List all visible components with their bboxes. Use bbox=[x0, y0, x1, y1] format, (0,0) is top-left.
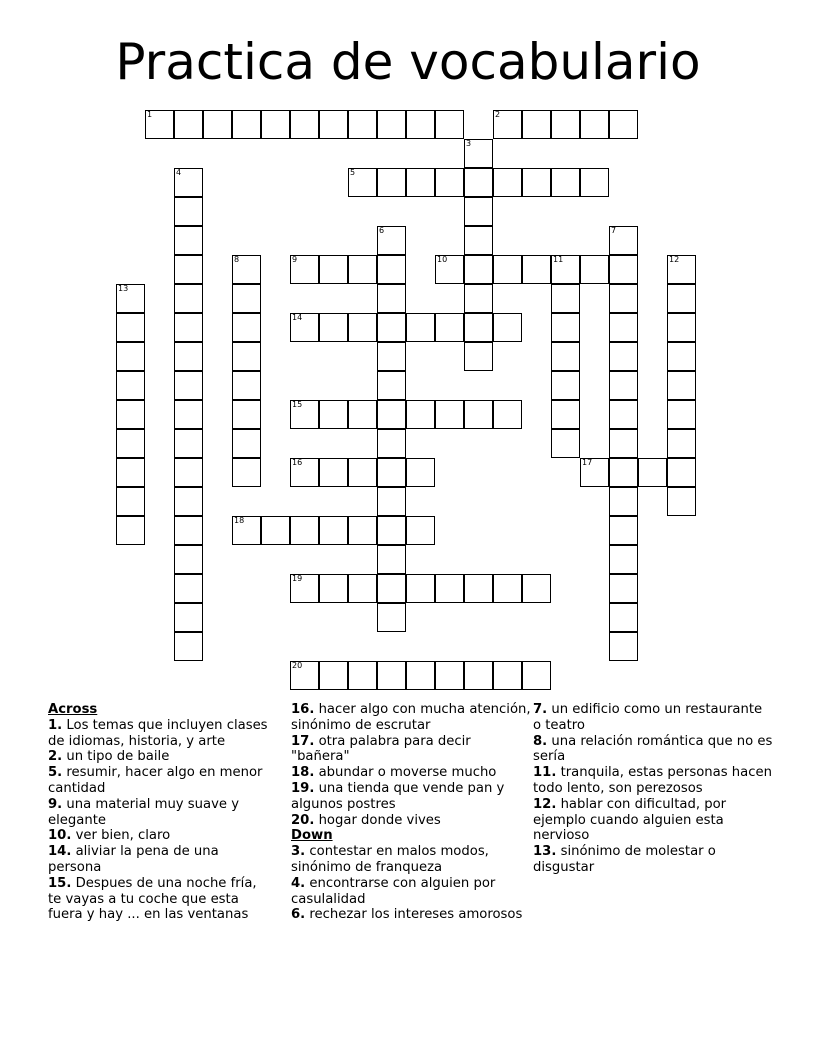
grid-cell[interactable] bbox=[609, 284, 638, 313]
grid-cell[interactable] bbox=[435, 661, 464, 690]
grid-cell[interactable] bbox=[377, 574, 406, 603]
clue-number-label: 5. bbox=[48, 765, 63, 781]
grid-cell[interactable] bbox=[551, 342, 580, 371]
clue-number-label: 19. bbox=[291, 780, 315, 796]
grid-cell[interactable] bbox=[522, 661, 551, 690]
grid-cell[interactable] bbox=[435, 400, 464, 429]
grid-cell[interactable] bbox=[464, 255, 493, 284]
grid-cell[interactable] bbox=[348, 400, 377, 429]
grid-cell[interactable] bbox=[493, 110, 522, 139]
grid-cell[interactable] bbox=[174, 313, 203, 342]
grid-cell[interactable] bbox=[493, 255, 522, 284]
clue-number: 16 bbox=[292, 458, 303, 467]
clue-text: rechezar los intereses amorosos bbox=[305, 907, 523, 923]
clue-text: sinónimo de molestar o disgustar bbox=[533, 844, 716, 875]
clue-number-label: 1. bbox=[48, 717, 63, 733]
clue-number: 15 bbox=[292, 400, 303, 409]
grid-cell[interactable] bbox=[667, 313, 696, 342]
clue-item bbox=[48, 844, 273, 876]
clue-text: ver bien, claro bbox=[71, 828, 171, 844]
grid-cell[interactable] bbox=[377, 400, 406, 429]
grid-cell[interactable] bbox=[290, 661, 319, 690]
grid-cell[interactable] bbox=[348, 458, 377, 487]
clue-number-label: 6. bbox=[291, 907, 306, 923]
grid-cell[interactable] bbox=[667, 284, 696, 313]
grid-cell[interactable] bbox=[464, 226, 493, 255]
clue-number: 1 bbox=[147, 110, 153, 119]
clue-text: hablar con dificultad, por ejemplo cuando alguien esta nervioso bbox=[533, 796, 727, 844]
clue-item bbox=[48, 765, 273, 797]
clue-number: 20 bbox=[292, 661, 303, 670]
grid-cell[interactable] bbox=[348, 110, 377, 139]
grid-cell[interactable] bbox=[406, 574, 435, 603]
grid-cell[interactable] bbox=[551, 284, 580, 313]
grid-cell[interactable] bbox=[464, 661, 493, 690]
grid-cell[interactable] bbox=[232, 342, 261, 371]
clue-number-label: 16. bbox=[291, 702, 315, 717]
clue-item bbox=[533, 765, 773, 797]
grid-cell[interactable] bbox=[609, 110, 638, 139]
clue-number: 14 bbox=[292, 313, 303, 322]
clue-item bbox=[533, 797, 773, 844]
clue-number: 3 bbox=[466, 139, 472, 148]
grid-cell[interactable] bbox=[319, 255, 348, 284]
clue-number: 2 bbox=[495, 110, 501, 119]
grid-cell[interactable] bbox=[435, 110, 464, 139]
grid-cell[interactable] bbox=[348, 313, 377, 342]
grid-cell[interactable] bbox=[493, 574, 522, 603]
grid-cell[interactable] bbox=[493, 168, 522, 197]
grid-cell[interactable] bbox=[406, 516, 435, 545]
grid-cell[interactable] bbox=[174, 516, 203, 545]
grid-cell[interactable] bbox=[319, 110, 348, 139]
grid-cell[interactable] bbox=[348, 516, 377, 545]
grid-cell[interactable] bbox=[174, 342, 203, 371]
clue-item bbox=[48, 797, 273, 829]
grid-cell[interactable] bbox=[609, 516, 638, 545]
grid-cell[interactable] bbox=[667, 255, 696, 284]
grid-cell[interactable] bbox=[609, 632, 638, 661]
clue-item bbox=[533, 734, 773, 766]
down-clue-list-continued bbox=[533, 702, 773, 876]
grid-cell[interactable] bbox=[290, 110, 319, 139]
grid-cell[interactable] bbox=[377, 487, 406, 516]
clue-number-label: 4. bbox=[291, 875, 306, 891]
grid-cell[interactable] bbox=[348, 661, 377, 690]
clue-item bbox=[533, 844, 773, 876]
grid-cell[interactable] bbox=[406, 110, 435, 139]
across-heading: Across bbox=[48, 702, 98, 717]
clue-number-label: 10. bbox=[48, 828, 72, 844]
grid-cell[interactable] bbox=[116, 284, 145, 313]
clue-text: otra palabra para decir "bañera" bbox=[291, 733, 471, 765]
grid-cell[interactable] bbox=[116, 429, 145, 458]
clues-column-2 bbox=[291, 702, 531, 923]
grid-cell[interactable] bbox=[174, 168, 203, 197]
grid-cell[interactable] bbox=[551, 168, 580, 197]
grid-cell[interactable] bbox=[377, 516, 406, 545]
clue-item bbox=[48, 718, 273, 750]
grid-cell[interactable] bbox=[580, 168, 609, 197]
clue-number-label: 17. bbox=[291, 733, 315, 749]
grid-cell[interactable] bbox=[493, 661, 522, 690]
grid-cell[interactable] bbox=[522, 574, 551, 603]
grid-cell[interactable] bbox=[522, 255, 551, 284]
grid-cell[interactable] bbox=[377, 226, 406, 255]
grid-cell[interactable] bbox=[232, 458, 261, 487]
grid-cell[interactable] bbox=[609, 429, 638, 458]
grid-cell[interactable] bbox=[522, 168, 551, 197]
clue-text: hogar donde vives bbox=[314, 812, 441, 828]
grid-cell[interactable] bbox=[377, 110, 406, 139]
grid-cell[interactable] bbox=[609, 458, 638, 487]
clue-text: encontrarse con alguien por casulalidad bbox=[291, 875, 496, 907]
grid-cell[interactable] bbox=[377, 168, 406, 197]
grid-cell[interactable] bbox=[551, 313, 580, 342]
grid-cell[interactable] bbox=[174, 603, 203, 632]
grid-cell[interactable] bbox=[464, 284, 493, 313]
grid-cell[interactable] bbox=[609, 255, 638, 284]
grid-cell[interactable] bbox=[493, 313, 522, 342]
grid-cell[interactable] bbox=[174, 574, 203, 603]
clue-number-label: 3. bbox=[291, 844, 306, 860]
grid-cell[interactable] bbox=[116, 458, 145, 487]
clue-number: 9 bbox=[292, 255, 298, 264]
grid-cell[interactable] bbox=[290, 458, 319, 487]
grid-cell[interactable] bbox=[319, 574, 348, 603]
clue-number-label: 18. bbox=[291, 765, 315, 781]
grid-cell[interactable] bbox=[348, 168, 377, 197]
grid-cell[interactable] bbox=[116, 313, 145, 342]
grid-cell[interactable] bbox=[290, 313, 319, 342]
grid-cell[interactable] bbox=[667, 429, 696, 458]
clue-number-label: 12. bbox=[533, 796, 557, 812]
clue-number-label: 15. bbox=[48, 875, 72, 891]
clue-text: Despues de una noche fría, te vayas a tu coche que esta fuera y hay ... en las ventanas bbox=[48, 875, 257, 923]
clue-text: resumir, hacer algo en menor cantidad bbox=[48, 765, 263, 796]
clue-number-label: 2. bbox=[48, 749, 63, 765]
grid-cell[interactable] bbox=[290, 400, 319, 429]
clue-number: 5 bbox=[350, 168, 356, 177]
grid-cell[interactable] bbox=[609, 487, 638, 516]
clues-column-3 bbox=[533, 702, 773, 876]
grid-cell[interactable] bbox=[319, 516, 348, 545]
clue-number-label: 9. bbox=[48, 796, 63, 812]
clue-number: 12 bbox=[669, 255, 680, 264]
grid-cell[interactable] bbox=[319, 313, 348, 342]
clue-number: 11 bbox=[553, 255, 564, 264]
grid-cell[interactable] bbox=[174, 110, 203, 139]
grid-cell[interactable] bbox=[174, 284, 203, 313]
grid-cell[interactable] bbox=[319, 661, 348, 690]
clue-number: 10 bbox=[437, 255, 448, 264]
grid-cell[interactable] bbox=[464, 313, 493, 342]
clue-text: una material muy suave y elegante bbox=[48, 796, 240, 828]
grid-cell[interactable] bbox=[116, 400, 145, 429]
clue-item bbox=[291, 765, 531, 781]
grid-cell[interactable] bbox=[116, 516, 145, 545]
clue-number: 17 bbox=[582, 458, 593, 467]
clue-item bbox=[291, 734, 531, 766]
grid-cell[interactable] bbox=[290, 255, 319, 284]
grid-cell[interactable] bbox=[174, 632, 203, 661]
grid-cell[interactable] bbox=[435, 168, 464, 197]
grid-cell[interactable] bbox=[609, 574, 638, 603]
grid-cell[interactable] bbox=[232, 110, 261, 139]
clue-item bbox=[291, 781, 531, 813]
grid-cell[interactable] bbox=[377, 313, 406, 342]
clue-number-label: 13. bbox=[533, 844, 557, 860]
clue-item bbox=[291, 702, 531, 734]
across-clue-list-continued bbox=[291, 702, 531, 828]
clue-text: hacer algo con mucha atención, sinónimo de escrutar bbox=[291, 702, 531, 733]
grid-cell[interactable] bbox=[319, 400, 348, 429]
clue-text: una relación romántica que no es sería bbox=[533, 733, 773, 765]
grid-cell[interactable] bbox=[377, 661, 406, 690]
clue-text: un tipo de baile bbox=[62, 749, 170, 765]
clue-item bbox=[48, 749, 273, 765]
clue-number: 6 bbox=[379, 226, 385, 235]
grid-cell[interactable] bbox=[435, 313, 464, 342]
grid-cell[interactable] bbox=[377, 603, 406, 632]
grid-cell[interactable] bbox=[290, 516, 319, 545]
clue-number-label: 11. bbox=[533, 765, 557, 781]
grid-cell[interactable] bbox=[174, 371, 203, 400]
grid-cell[interactable] bbox=[580, 255, 609, 284]
grid-cell[interactable] bbox=[377, 255, 406, 284]
grid-cell[interactable] bbox=[319, 458, 348, 487]
grid-cell[interactable] bbox=[551, 371, 580, 400]
grid-cell[interactable] bbox=[174, 255, 203, 284]
down-heading: Down bbox=[291, 828, 333, 844]
grid-cell[interactable] bbox=[348, 574, 377, 603]
grid-cell[interactable] bbox=[377, 545, 406, 574]
grid-cell[interactable] bbox=[667, 342, 696, 371]
grid-cell[interactable] bbox=[232, 255, 261, 284]
grid-cell[interactable] bbox=[174, 400, 203, 429]
grid-cell[interactable] bbox=[667, 400, 696, 429]
clue-item bbox=[291, 844, 531, 876]
grid-cell[interactable] bbox=[174, 487, 203, 516]
grid-cell[interactable] bbox=[609, 226, 638, 255]
grid-cell[interactable] bbox=[551, 400, 580, 429]
clue-number-label: 14. bbox=[48, 844, 72, 860]
grid-cell[interactable] bbox=[464, 400, 493, 429]
clue-item bbox=[291, 876, 531, 908]
grid-cell[interactable] bbox=[609, 400, 638, 429]
grid-cell[interactable] bbox=[464, 574, 493, 603]
clue-number: 8 bbox=[234, 255, 240, 264]
grid-cell[interactable] bbox=[609, 603, 638, 632]
grid-cell[interactable] bbox=[116, 371, 145, 400]
grid-cell[interactable] bbox=[348, 255, 377, 284]
grid-cell[interactable] bbox=[638, 458, 667, 487]
grid-cell[interactable] bbox=[667, 487, 696, 516]
grid-cell[interactable] bbox=[580, 458, 609, 487]
clue-number: 18 bbox=[234, 516, 245, 525]
grid-cell[interactable] bbox=[609, 342, 638, 371]
grid-cell[interactable] bbox=[116, 342, 145, 371]
grid-cell[interactable] bbox=[261, 516, 290, 545]
grid-cell[interactable] bbox=[406, 458, 435, 487]
clue-number: 19 bbox=[292, 574, 303, 583]
clue-text: aliviar la pena de una persona bbox=[48, 844, 219, 875]
clue-number-label: 7. bbox=[533, 702, 548, 717]
grid-cell[interactable] bbox=[232, 516, 261, 545]
grid-cell[interactable] bbox=[551, 255, 580, 284]
grid-cell[interactable] bbox=[493, 400, 522, 429]
clue-text: abundar o moverse mucho bbox=[314, 765, 497, 781]
grid-cell[interactable] bbox=[406, 313, 435, 342]
grid-cell[interactable] bbox=[203, 110, 232, 139]
grid-cell[interactable] bbox=[522, 110, 551, 139]
clue-text: una tienda que vende pan y algunos postres bbox=[291, 780, 505, 812]
grid-cell[interactable] bbox=[232, 371, 261, 400]
grid-cell[interactable] bbox=[435, 255, 464, 284]
clue-item bbox=[48, 828, 273, 844]
grid-cell[interactable] bbox=[667, 371, 696, 400]
grid-cell[interactable] bbox=[406, 400, 435, 429]
grid-cell[interactable] bbox=[406, 168, 435, 197]
grid-cell[interactable] bbox=[232, 429, 261, 458]
grid-cell[interactable] bbox=[377, 342, 406, 371]
clue-number: 7 bbox=[611, 226, 617, 235]
grid-cell[interactable] bbox=[580, 110, 609, 139]
grid-cell[interactable] bbox=[464, 139, 493, 168]
grid-cell[interactable] bbox=[551, 110, 580, 139]
grid-cell[interactable] bbox=[174, 197, 203, 226]
grid-cell[interactable] bbox=[609, 545, 638, 574]
grid-cell[interactable] bbox=[174, 545, 203, 574]
clue-item bbox=[291, 907, 531, 923]
clue-number-label: 8. bbox=[533, 733, 548, 749]
grid-cell[interactable] bbox=[406, 661, 435, 690]
grid-cell[interactable] bbox=[232, 400, 261, 429]
grid-cell[interactable] bbox=[609, 371, 638, 400]
grid-cell[interactable] bbox=[435, 574, 464, 603]
clue-text: contestar en malos modos, sinónimo de franqueza bbox=[291, 844, 489, 875]
grid-cell[interactable] bbox=[290, 574, 319, 603]
grid-cell[interactable] bbox=[667, 458, 696, 487]
grid-cell[interactable] bbox=[377, 284, 406, 313]
page-title: Practica de vocabulario bbox=[115, 33, 701, 91]
clue-item bbox=[291, 813, 531, 829]
grid-cell[interactable] bbox=[377, 371, 406, 400]
clue-item bbox=[533, 702, 773, 734]
grid-cell[interactable] bbox=[464, 168, 493, 197]
clue-text: tranquila, estas personas hacen todo lento, son perezosos bbox=[533, 765, 772, 796]
clue-text: Los temas que incluyen clases de idiomas, historia, y arte bbox=[48, 717, 268, 749]
grid-cell[interactable] bbox=[145, 110, 174, 139]
grid-cell[interactable] bbox=[609, 313, 638, 342]
grid-cell[interactable] bbox=[174, 458, 203, 487]
clue-number: 4 bbox=[176, 168, 182, 177]
grid-cell[interactable] bbox=[116, 487, 145, 516]
grid-cell[interactable] bbox=[174, 226, 203, 255]
grid-cell[interactable] bbox=[232, 313, 261, 342]
clue-number-label: 20. bbox=[291, 812, 315, 828]
grid-cell[interactable] bbox=[174, 429, 203, 458]
grid-cell[interactable] bbox=[377, 458, 406, 487]
clue-number: 13 bbox=[118, 284, 129, 293]
clues-column-1 bbox=[48, 702, 273, 923]
across-clue-list bbox=[48, 718, 273, 923]
clue-text: un edificio como un restaurante o teatro bbox=[533, 702, 763, 733]
grid-cell[interactable] bbox=[261, 110, 290, 139]
clue-item bbox=[48, 876, 273, 923]
grid-cell[interactable] bbox=[464, 342, 493, 371]
grid-cell[interactable] bbox=[551, 429, 580, 458]
grid-cell[interactable] bbox=[377, 429, 406, 458]
grid-cell[interactable] bbox=[464, 197, 493, 226]
grid-cell[interactable] bbox=[232, 284, 261, 313]
down-clue-list bbox=[291, 844, 531, 923]
